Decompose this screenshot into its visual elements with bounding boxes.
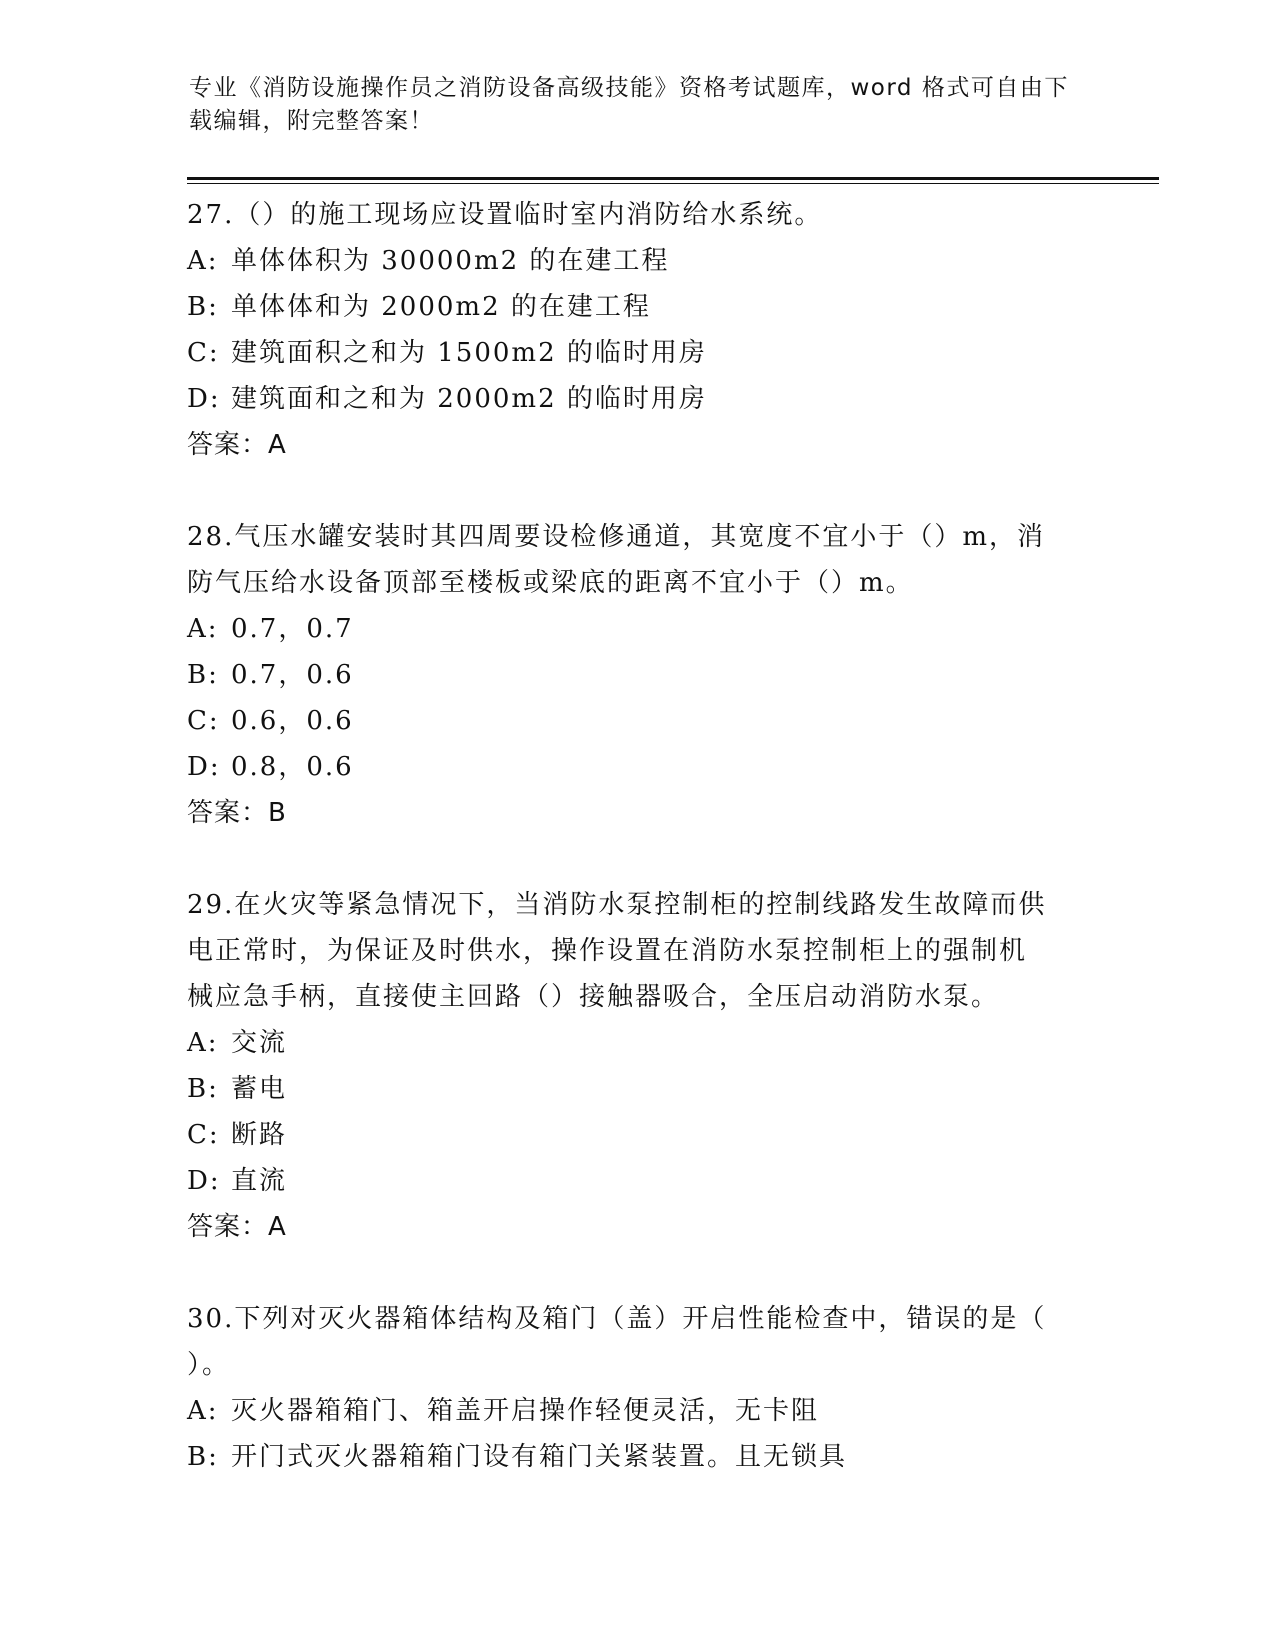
option-c <box>187 1112 1087 1158</box>
option-a <box>187 1020 1087 1066</box>
option-b <box>187 652 1087 698</box>
option-d <box>187 1158 1087 1204</box>
option-text: 开门式灭火器箱箱门设有箱门关紧装置。且无锁具 <box>231 1442 848 1472</box>
option-a <box>187 1388 1087 1434</box>
question-stem-line-2: 电正常时，为保证及时供水，操作设置在消防水泵控制柜上的强制机 <box>187 936 1028 966</box>
option-text: 单体体积为 30000m2 的在建工程 <box>231 246 670 276</box>
question-list <box>187 192 1087 1526</box>
option-letter: B: <box>187 660 219 690</box>
option-letter: C: <box>187 706 220 736</box>
option-a <box>187 238 1087 284</box>
option-c <box>187 698 1087 744</box>
question-29 <box>187 882 1087 1250</box>
question-stem: 27.（）的施工现场应设置临时室内消防给水系统。 <box>187 200 823 230</box>
header-divider-thin <box>187 183 1159 184</box>
question-stem-line-1: 28.气压水罐安装时其四周要设检修通道，其宽度不宜小于（）m，消 <box>187 522 1046 552</box>
question-stem-line-2: ）。 <box>187 1350 231 1380</box>
option-d <box>187 744 1087 790</box>
option-letter: A: <box>187 614 219 644</box>
option-text: 建筑面和之和为 2000m2 的临时用房 <box>231 384 707 414</box>
option-b <box>187 1066 1087 1112</box>
question-stem-line-2: 防气压给水设备顶部至楼板或梁底的距离不宜小于（）m。 <box>187 568 914 598</box>
option-letter: C: <box>187 338 220 368</box>
option-d <box>187 376 1087 422</box>
option-c <box>187 330 1087 376</box>
answer-line: 答案：A <box>187 430 287 460</box>
option-text: 直流 <box>231 1166 288 1196</box>
option-text: 0.8，0.6 <box>231 752 354 782</box>
question-stem-line-3: 械应急手柄，直接使主回路（）接触器吸合，全压启动消防水泵。 <box>187 982 1000 1012</box>
option-letter: D: <box>187 752 221 782</box>
option-letter: B: <box>187 292 219 322</box>
option-text: 交流 <box>231 1028 288 1058</box>
question-stem-line-1: 30.下列对灭火器箱体结构及箱门（盖）开启性能检查中，错误的是（ <box>187 1304 1047 1334</box>
option-letter: D: <box>187 384 221 414</box>
option-letter: B: <box>187 1442 219 1472</box>
header-divider-thick <box>187 177 1159 180</box>
question-28 <box>187 514 1087 836</box>
answer-line: 答案：B <box>187 798 287 828</box>
option-letter: D: <box>187 1166 221 1196</box>
option-text: 0.6，0.6 <box>231 706 354 736</box>
question-30 <box>187 1296 1087 1480</box>
header-line-1: 专业《消防设施操作员之消防设备高级技能》资格考试题库，word 格式可自由下 <box>189 75 1069 101</box>
option-a <box>187 606 1087 652</box>
answer-line: 答案：A <box>187 1212 287 1242</box>
option-b <box>187 1434 1087 1480</box>
option-text: 蓄电 <box>231 1074 288 1104</box>
document-header <box>189 72 1089 138</box>
option-b <box>187 284 1087 330</box>
question-stem-line-1: 29.在火灾等紧急情况下，当消防水泵控制柜的控制线路发生故障而供 <box>187 890 1047 920</box>
option-text: 灭火器箱箱门、箱盖开启操作轻便灵活，无卡阻 <box>231 1396 820 1426</box>
header-line-2: 载编辑，附完整答案！ <box>189 108 434 134</box>
question-27 <box>187 192 1087 468</box>
option-letter: A: <box>187 246 219 276</box>
option-text: 单体体和为 2000m2 的在建工程 <box>231 292 651 322</box>
option-letter: C: <box>187 1120 220 1150</box>
option-text: 0.7，0.7 <box>231 614 354 644</box>
option-letter: A: <box>187 1028 219 1058</box>
option-text: 断路 <box>231 1120 288 1150</box>
option-text: 建筑面积之和为 1500m2 的临时用房 <box>231 338 707 368</box>
option-letter: B: <box>187 1074 219 1104</box>
option-letter: A: <box>187 1396 219 1426</box>
option-text: 0.7，0.6 <box>231 660 354 690</box>
